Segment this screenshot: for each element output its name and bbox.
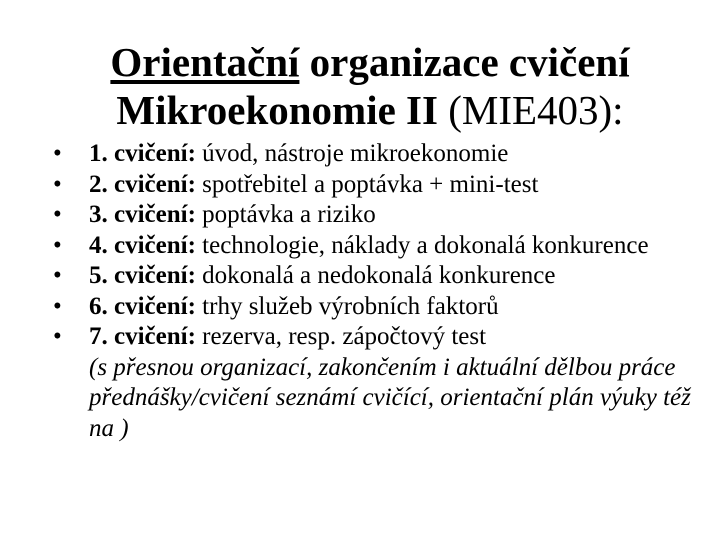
list-item [53,170,693,201]
title-underlined-word: Orientační [110,39,300,85]
list-item [53,200,693,231]
item-label: 3. cvičení: [89,201,196,228]
item-label: 4. cvičení: [89,231,196,259]
item-label: 2. cvičení: [89,170,196,198]
item-label: 6. cvičení: [89,292,196,320]
item-label: 5. cvičení: [89,262,196,289]
list-item [53,292,693,323]
item-text: rezerva, resp. zápočtový test [202,323,487,350]
item-text: dokonalá a nedokonalá konkurence [202,262,556,289]
item-text: úvod, nástroje mikroekonomie [202,140,509,167]
item-text: trhy služeb výrobních faktorů [202,292,499,320]
bullet-icon: • [53,292,62,320]
item-text: technologie, náklady a dokonalá konkurence [202,231,649,259]
item-text: poptávka a riziko [202,201,376,228]
title-course-name: Mikroekonomie II [116,87,438,133]
title-line-2 [60,86,680,134]
list-item [53,231,693,262]
bullet-icon: • [53,140,62,167]
item-label: 7. cvičení: [89,323,196,350]
item-text: spotřebitel a poptávka + mini-test [202,170,539,198]
title-line-1-rest: organizace cvičení [309,39,630,85]
bullet-icon: • [53,231,62,259]
title-line-1 [60,38,680,86]
bullet-icon: • [53,262,62,289]
bullet-icon: • [53,201,62,228]
slide-title [60,38,680,134]
list-item [53,322,693,444]
list-item [53,139,693,170]
bullet-icon: • [53,323,62,350]
item-label: 1. cvičení: [89,140,196,167]
list-item [53,261,693,292]
organization-note: (s přesnou organizací, zakončením i aktuální dělbou práce přednášky/cvičení seznámí cvičící, orientační plán výuky též na ) [89,353,691,442]
exercise-list [53,139,693,444]
bullet-icon: • [53,170,62,198]
title-course-code: (MIE403): [448,87,624,133]
